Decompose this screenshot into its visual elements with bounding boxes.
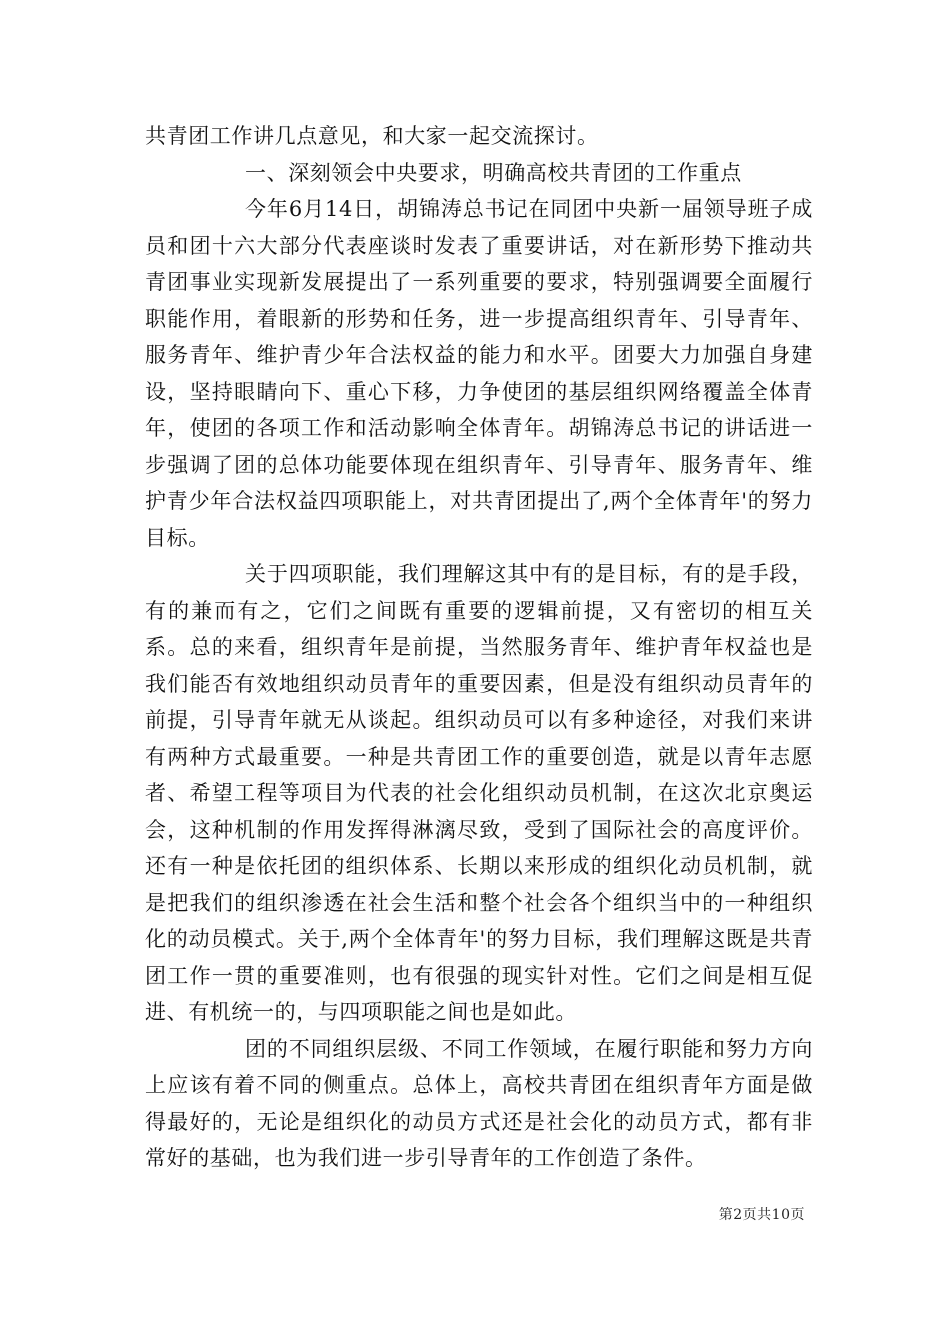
section-heading: 一、深刻领会中央要求，明确高校共青团的工作重点 bbox=[245, 160, 742, 185]
document-body bbox=[145, 118, 813, 1177]
paragraph: 今年6月14日，胡锦涛总书记在同团中央新一届领导班子成员和团十六大部分代表座谈时发表了重要讲话，对在新形势下推动共青团事业实现新发展提出了一系列重要的要求，特别强调要全面履行职能作用，着眼新的形势和任务，进一步提高组织青年、引导青年、服务青年、维护青少年合法权益的能力和水平。团要大力加强自身建设，坚持眼睛向下、重心下移，力争使团的基层组织网络覆盖全体青年，使团的各项工作和活动影响全体青年。胡锦涛总书记的讲话进一步强调了团的总体功能要体现在组织青年、引导青年、服务青年、维护青少年合法权益四项职能上，对共青团提出了,两个全体青年'的努力目标。 bbox=[145, 197, 813, 550]
paragraph: 团的不同组织层级、不同工作领域，在履行职能和努力方向上应该有着不同的侧重点。总体上，高校共青团在组织青年方面是做得最好的，无论是组织化的动员方式还是社会化的动员方式，都有非常好的基础，也为我们进一步引导青年的工作创造了条件。 bbox=[145, 1036, 813, 1170]
paragraph-continued: 共青团工作讲几点意见，和大家一起交流探讨。 bbox=[145, 124, 599, 148]
paragraph: 关于四项职能，我们理解这其中有的是目标，有的是手段，有的兼而有之，它们之间既有重要的逻辑前提，又有密切的相互关系。总的来看，组织青年是前提，当然服务青年、维护青年权益也是我们能否有效地组织动员青年的重要因素，但是没有组织动员青年的前提，引导青年就无从谈起。组织动员可以有多种途径，对我们来讲有两种方式最重要。一种是共青团工作的重要创造，就是以青年志愿者、希望工程等项目为代表的社会化组织动员机制，在这次北京奥运会，这种机制的作用发挥得淋漓尽致，受到了国际社会的高度评价。还有一种是依托团的组织体系、长期以来形成的组织化动员机制，就是把我们的组织渗透在社会生活和整个社会各个组织当中的一种组织化的动员模式。关于,两个全体青年'的努力目标，我们理解这既是共青团工作一贯的重要准则，也有很强的现实针对性。它们之间是相互促进、有机统一的，与四项职能之间也是如此。 bbox=[145, 562, 813, 1024]
page-number: 第2页共10页 bbox=[718, 1207, 805, 1223]
